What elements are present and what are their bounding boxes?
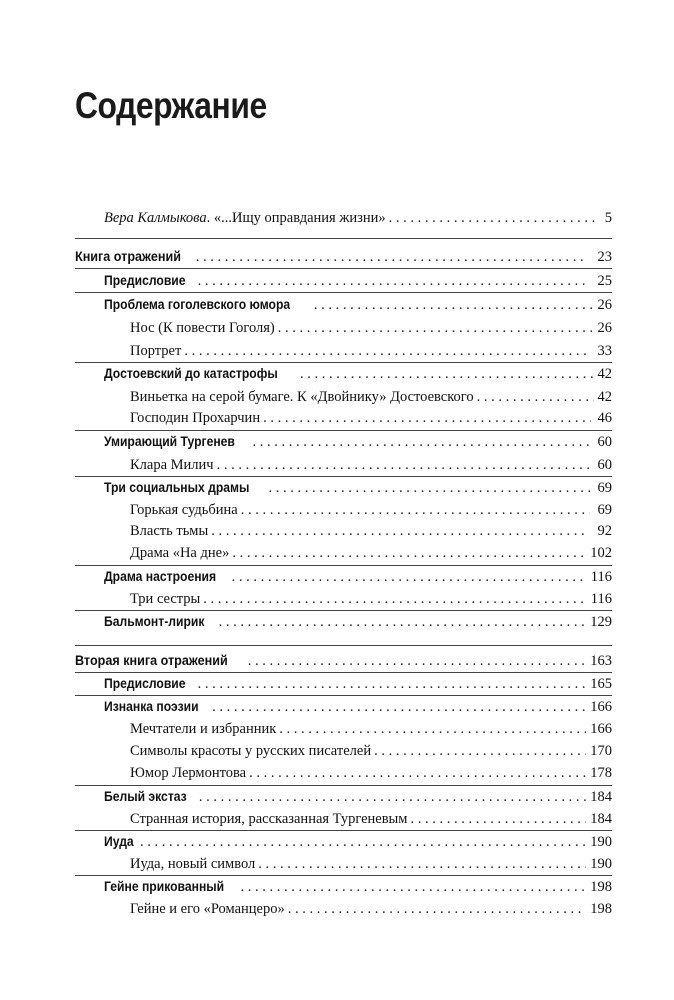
toc-section[interactable] xyxy=(104,364,612,384)
dot-leader xyxy=(389,208,598,228)
dot-leader xyxy=(240,877,586,897)
toc-entry-title: Нос (К повести Гоголя) xyxy=(130,320,275,336)
toc-entry-title: Белый экстаз xyxy=(104,789,187,804)
toc-entry-title xyxy=(104,208,386,228)
toc-entry-title: Драма «На дне» xyxy=(130,545,230,561)
toc-book-1[interactable] xyxy=(75,246,612,266)
toc-entry-title: Предисловие xyxy=(104,273,186,288)
toc-book-2[interactable] xyxy=(75,650,612,670)
page-number: 69 xyxy=(597,480,612,496)
page-number: 166 xyxy=(590,699,612,715)
toc-subentry[interactable] xyxy=(130,408,612,428)
dot-leader xyxy=(217,455,589,475)
page-number: 26 xyxy=(597,297,612,313)
dot-leader xyxy=(258,854,586,874)
toc-entry-title: Иуда, новый символ xyxy=(130,856,256,872)
page-number: 166 xyxy=(590,721,612,737)
toc-subentry[interactable] xyxy=(130,719,612,739)
page-number: 92 xyxy=(597,523,612,539)
section-divider xyxy=(75,292,612,293)
toc-entry-title: Господин Прохарчин xyxy=(130,410,261,426)
dot-leader xyxy=(374,741,586,761)
toc-entry-title: Три сестры xyxy=(130,591,201,607)
toc-section[interactable] xyxy=(104,478,612,498)
toc-section[interactable] xyxy=(104,271,612,291)
toc-subentry[interactable] xyxy=(130,809,612,829)
dot-leader xyxy=(248,651,587,671)
toc-entry-title: Странная история, рассказанная Тургеневым xyxy=(130,811,408,827)
dot-leader xyxy=(278,318,592,338)
page-number: 129 xyxy=(590,614,612,630)
section-divider xyxy=(75,238,612,239)
dot-leader xyxy=(184,341,587,361)
toc-entry-title: Драма настроения xyxy=(104,569,217,584)
section-divider xyxy=(75,565,612,566)
section-divider xyxy=(75,695,612,696)
toc-subentry[interactable] xyxy=(130,521,612,541)
dot-leader xyxy=(252,432,590,452)
page-number: 69 xyxy=(597,502,612,518)
toc-entry-title: Гейне прикованный xyxy=(104,879,225,894)
toc-subentry[interactable] xyxy=(130,500,612,520)
section-divider xyxy=(75,785,612,786)
dot-leader xyxy=(263,408,591,428)
toc-entry-intro[interactable] xyxy=(104,208,612,228)
toc-entry-title: Три социальных драмы xyxy=(104,480,250,495)
toc-section[interactable] xyxy=(104,567,612,587)
toc-entry-title: Символы красоты у русских писателей xyxy=(130,743,372,759)
toc-entry-title: Юмор Лермонтова xyxy=(130,765,247,781)
section-divider xyxy=(75,875,612,876)
toc-entry-title: Изнанка поэзии xyxy=(104,699,199,714)
toc-entry-title: Умирающий Тургенев xyxy=(104,434,235,449)
section-divider xyxy=(75,362,612,363)
dot-leader xyxy=(288,899,587,919)
page-number: 23 xyxy=(597,249,612,265)
dot-leader xyxy=(219,612,587,632)
dot-leader xyxy=(269,478,592,498)
toc-entry-title: Портрет xyxy=(130,343,182,359)
dot-leader xyxy=(410,809,586,829)
page-number: 102 xyxy=(590,545,612,561)
page-number: 198 xyxy=(590,879,612,895)
toc-entry-title: Иуда xyxy=(104,834,134,849)
toc-entry-title: Бальмонт-лирик xyxy=(104,614,205,629)
toc-entry-title: Книга отражений xyxy=(75,248,181,264)
dot-leader xyxy=(232,543,586,563)
page-number: 184 xyxy=(590,789,612,805)
toc-section[interactable] xyxy=(104,787,612,807)
section-divider xyxy=(75,610,612,611)
section-divider xyxy=(75,830,612,831)
toc-subentry[interactable] xyxy=(130,741,612,761)
intro-author: Вера Калмыкова xyxy=(104,210,207,226)
dot-leader xyxy=(198,674,587,694)
toc-subentry[interactable] xyxy=(130,387,612,407)
intro-title: . «...Ищу оправдания жизни» xyxy=(206,210,386,226)
section-divider xyxy=(75,672,612,673)
section-divider xyxy=(75,476,612,477)
dot-leader xyxy=(232,567,587,587)
toc-entry-title: Предисловие xyxy=(104,676,186,691)
section-divider xyxy=(75,645,612,646)
page-number: 60 xyxy=(597,457,612,473)
dot-leader xyxy=(212,697,586,717)
page-number: 163 xyxy=(590,653,612,669)
toc-subentry[interactable] xyxy=(130,763,612,783)
toc-section[interactable] xyxy=(104,877,612,897)
dot-leader xyxy=(198,271,588,291)
toc-section[interactable] xyxy=(104,697,612,717)
page-number: 46 xyxy=(597,410,612,426)
page-number: 184 xyxy=(590,811,612,827)
toc-entry-title: Виньетка на серой бумаге. К «Двойнику» Достоевского xyxy=(130,389,474,405)
toc-subentry[interactable] xyxy=(130,589,612,609)
page-number: 190 xyxy=(590,856,612,872)
toc-subentry[interactable] xyxy=(130,543,612,563)
toc-entry-title: Мечтатели и избранник xyxy=(130,721,277,737)
toc-entry-title: Вторая книга отражений xyxy=(75,652,228,668)
toc-subentry[interactable] xyxy=(130,899,612,919)
dot-leader xyxy=(300,364,593,384)
dot-leader xyxy=(196,247,588,267)
page-number: 170 xyxy=(590,743,612,759)
page-number: 116 xyxy=(590,591,612,607)
dot-leader xyxy=(241,500,590,520)
page-title: Содержание xyxy=(75,85,267,126)
page-number: 33 xyxy=(597,343,612,359)
toc-entry-title: Гейне и его «Романцеро» xyxy=(130,901,285,917)
dot-leader xyxy=(140,832,585,852)
section-divider xyxy=(75,430,612,431)
toc-entry-title: Горькая судьбина xyxy=(130,502,238,518)
toc-subentry[interactable] xyxy=(130,854,612,874)
page-number: 116 xyxy=(590,569,612,585)
page-number: 190 xyxy=(590,834,612,850)
toc-section[interactable] xyxy=(104,674,612,694)
page-number: 25 xyxy=(597,273,612,289)
toc-subentry[interactable] xyxy=(130,318,612,338)
toc-subentry[interactable] xyxy=(130,341,612,361)
page-number: 42 xyxy=(597,366,612,382)
page-number: 178 xyxy=(590,765,612,781)
page-number: 5 xyxy=(604,210,612,226)
dot-leader xyxy=(203,589,586,609)
dot-leader xyxy=(249,763,586,783)
toc-section[interactable] xyxy=(104,295,612,315)
dot-leader xyxy=(199,787,586,807)
page-number: 60 xyxy=(597,434,612,450)
section-divider xyxy=(75,268,612,269)
toc-section[interactable] xyxy=(104,432,612,452)
dot-leader xyxy=(211,521,588,541)
toc-entry-title: Власть тьмы xyxy=(130,523,209,539)
page-number: 165 xyxy=(590,676,612,692)
toc-entry-title: Достоевский до катастрофы xyxy=(104,366,278,381)
dot-leader xyxy=(279,719,586,739)
toc-section[interactable] xyxy=(104,832,612,852)
toc-entry-title: Клара Милич xyxy=(130,457,214,473)
page-number: 42 xyxy=(597,389,612,405)
page-number: 198 xyxy=(590,901,612,917)
toc-entry-title: Проблема гоголевского юмора xyxy=(104,297,291,312)
dot-leader xyxy=(314,295,594,315)
toc-subentry[interactable] xyxy=(130,455,612,475)
toc-section[interactable] xyxy=(104,612,612,632)
dot-leader xyxy=(477,387,594,407)
page-number: 26 xyxy=(597,320,612,336)
